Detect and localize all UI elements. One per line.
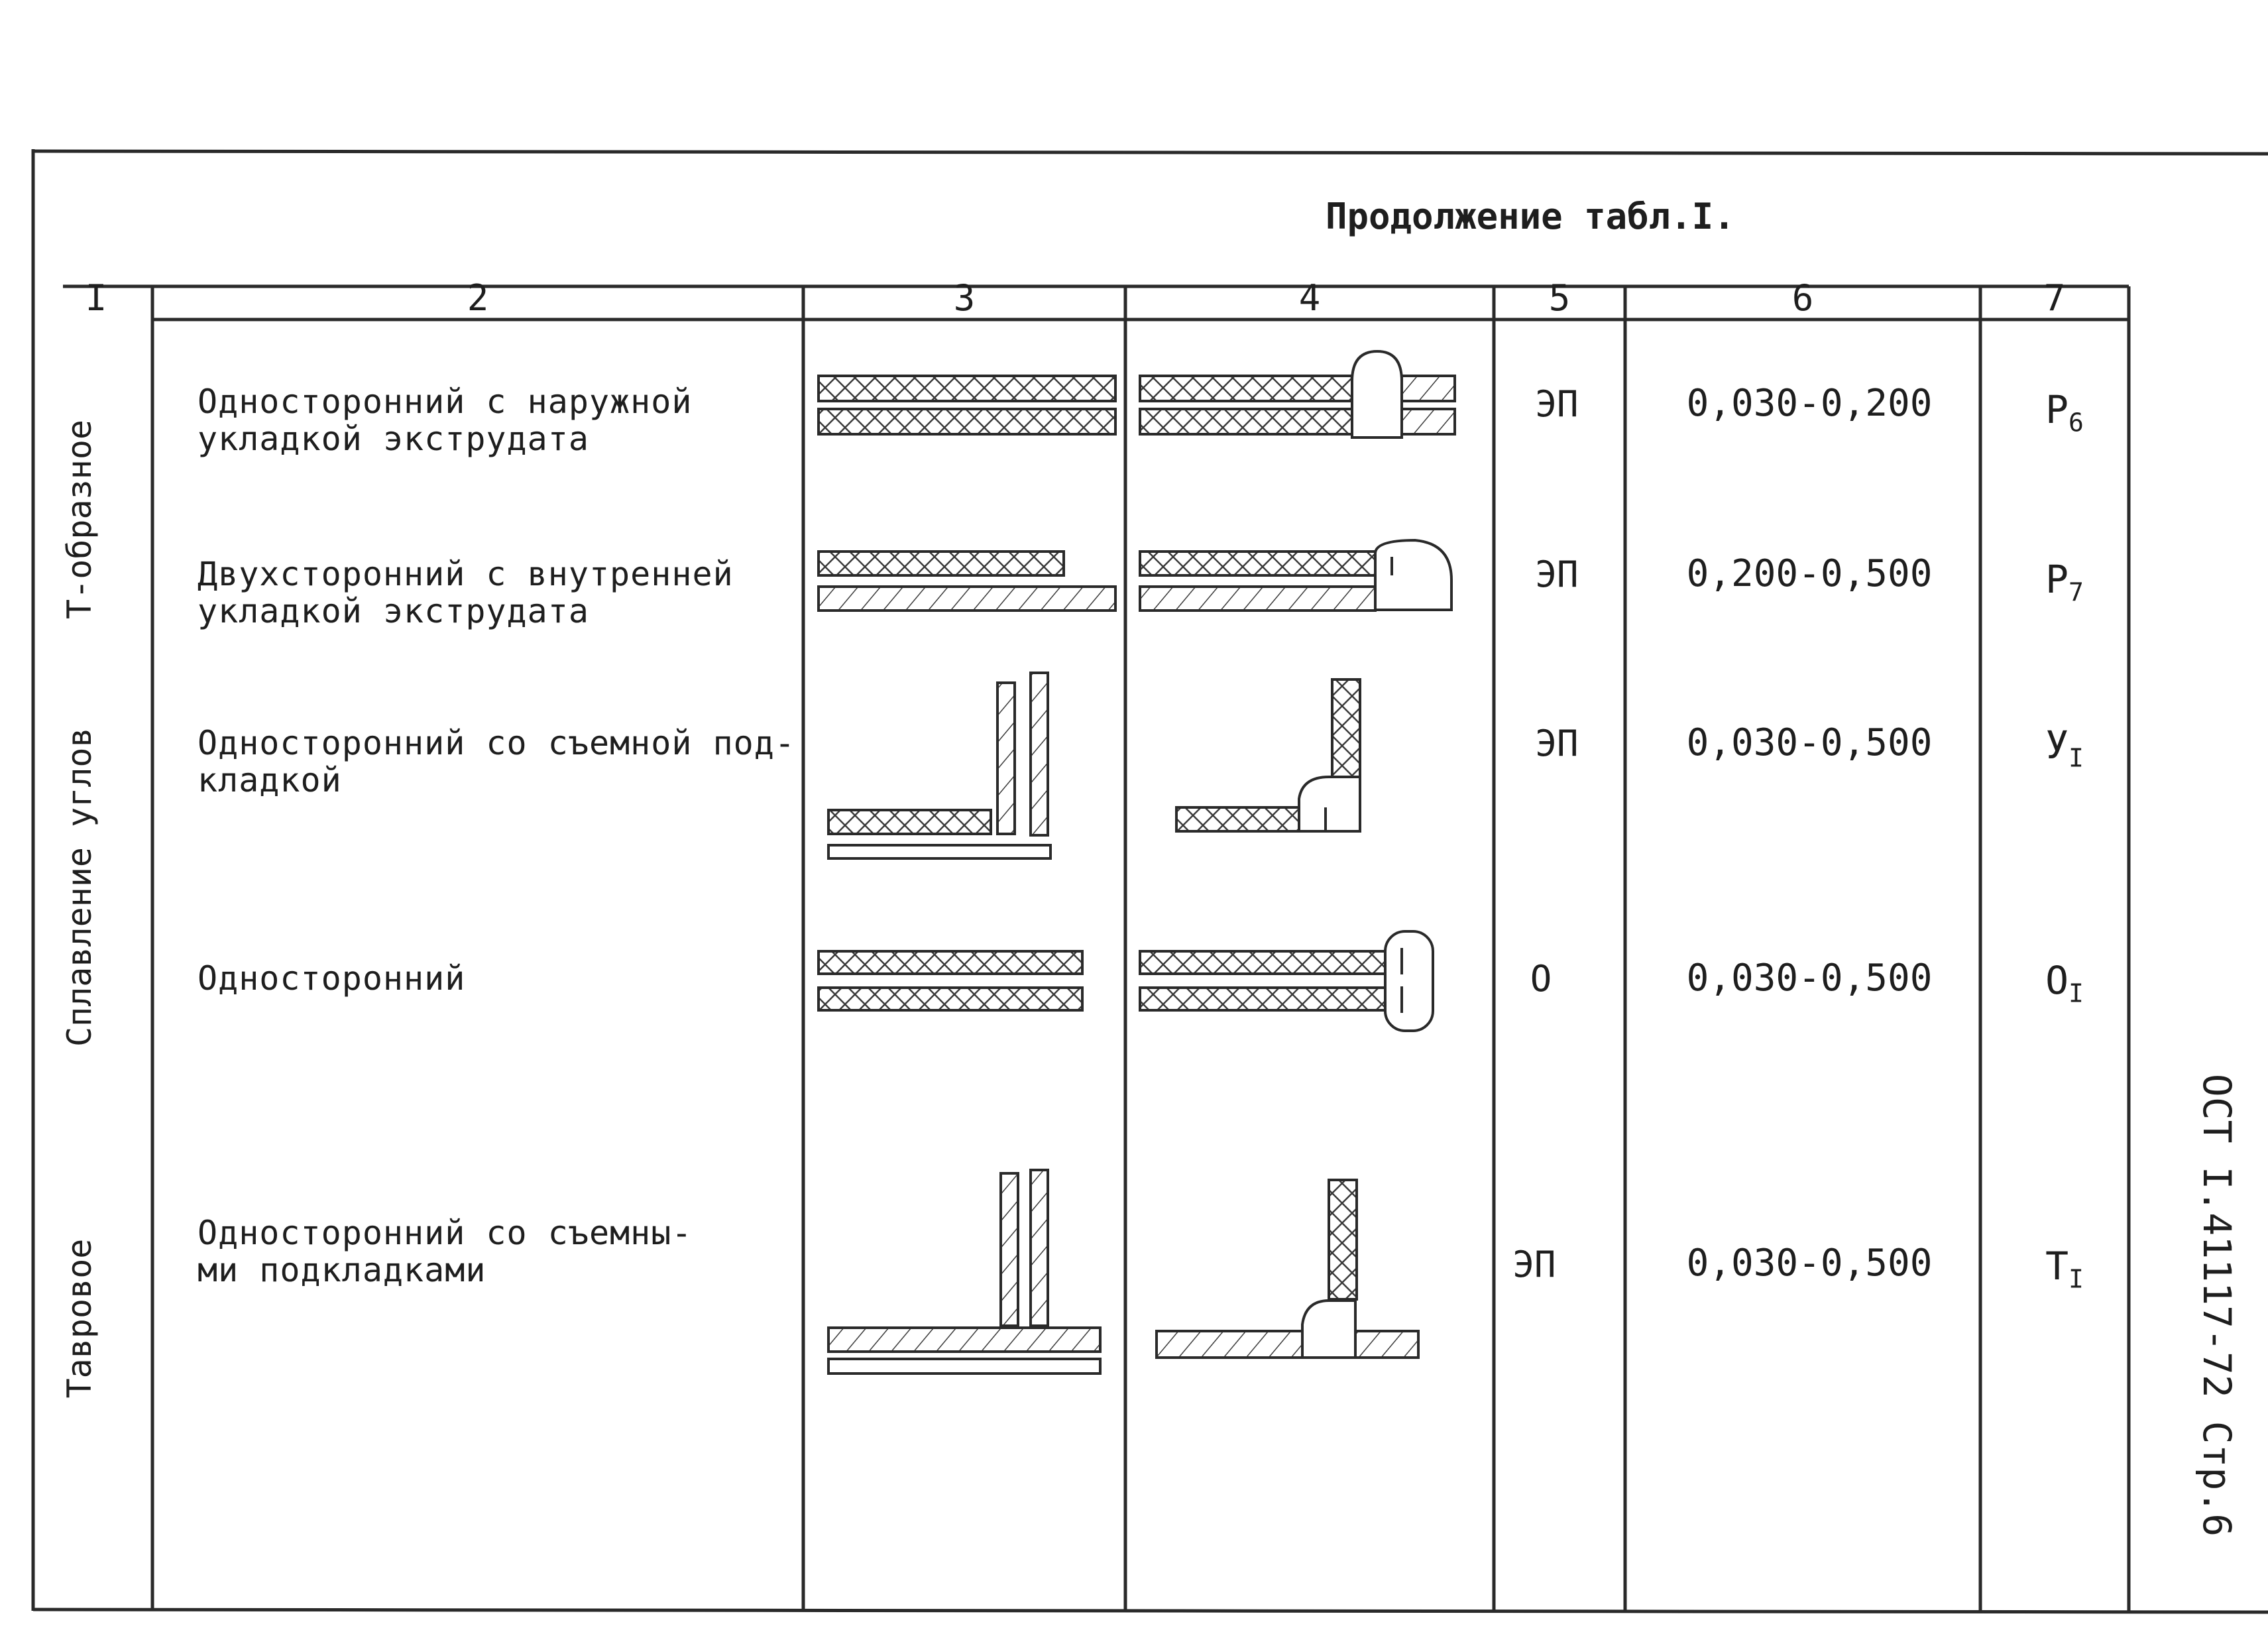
group-label-t-shape: Т-образное — [60, 419, 99, 619]
row-2-thickness: 0,200-0,500 — [1686, 552, 1933, 595]
row-4-method: О — [1530, 958, 1552, 1000]
col-header-7: 7 — [2043, 277, 2066, 319]
row-2-code: $P_7$ — [2045, 557, 2084, 607]
col-header-2: 2 — [467, 277, 489, 319]
row-1-method: ЭП — [1535, 383, 1579, 425]
sketch-r1-c3 — [819, 376, 1115, 434]
row-3-thickness: 0,030-0,500 — [1686, 721, 1933, 764]
row-5-code: $T_I$ — [2045, 1244, 2084, 1294]
sketch-r3-c4 — [1176, 679, 1360, 831]
sketch-r2-c3 — [819, 552, 1115, 611]
sketch-r5-c3 — [828, 1170, 1100, 1374]
row-2-description: Двухсторонний с внутренней укладкой экструдата — [198, 555, 734, 630]
sketch-r2-c4 — [1140, 540, 1451, 611]
sketch-r1-c4 — [1140, 351, 1455, 438]
table-caption: Продолжение табл.I. — [1326, 196, 1735, 237]
row-1-code: $P_6$ — [2045, 387, 2084, 438]
col-header-4: 4 — [1298, 277, 1321, 319]
row-1-description: Односторонний с наружной укладкой экструдата — [198, 382, 693, 458]
col-header-1: I — [85, 277, 107, 319]
sketch-r3-c3 — [828, 673, 1050, 858]
row-3-code: $У_I$ — [2045, 723, 2084, 773]
row-1-thickness: 0,030-0,200 — [1686, 382, 1933, 425]
col-header-3: 3 — [953, 277, 976, 319]
document-id-note: ОСТ I.41117-72 Стр.6 — [2194, 1073, 2240, 1537]
col-header-5: 5 — [1548, 277, 1571, 319]
group-label-corner: Сплавление углов — [60, 727, 99, 1047]
row-3-method: ЭП — [1535, 723, 1579, 764]
row-4-description: Односторонний — [198, 959, 466, 998]
sketch-r4-c4 — [1140, 931, 1433, 1031]
sketch-r4-c3 — [819, 951, 1082, 1010]
row-3-description: Односторонний со съемной под- кладкой — [198, 724, 795, 799]
row-4-thickness: 0,030-0,500 — [1686, 957, 1933, 1000]
row-4-code: $О_I$ — [2045, 958, 2084, 1008]
row-5-description: Односторонний со съемны- ми подкладками — [198, 1214, 693, 1289]
sketch-r5-c4 — [1157, 1180, 1418, 1358]
group-label-tee: Тавровое — [60, 1238, 99, 1399]
col-header-6: 6 — [1791, 277, 1814, 319]
row-5-method: ЭП — [1512, 1244, 1556, 1285]
row-5-thickness: 0,030-0,500 — [1686, 1242, 1933, 1285]
row-2-method: ЭП — [1535, 554, 1579, 595]
